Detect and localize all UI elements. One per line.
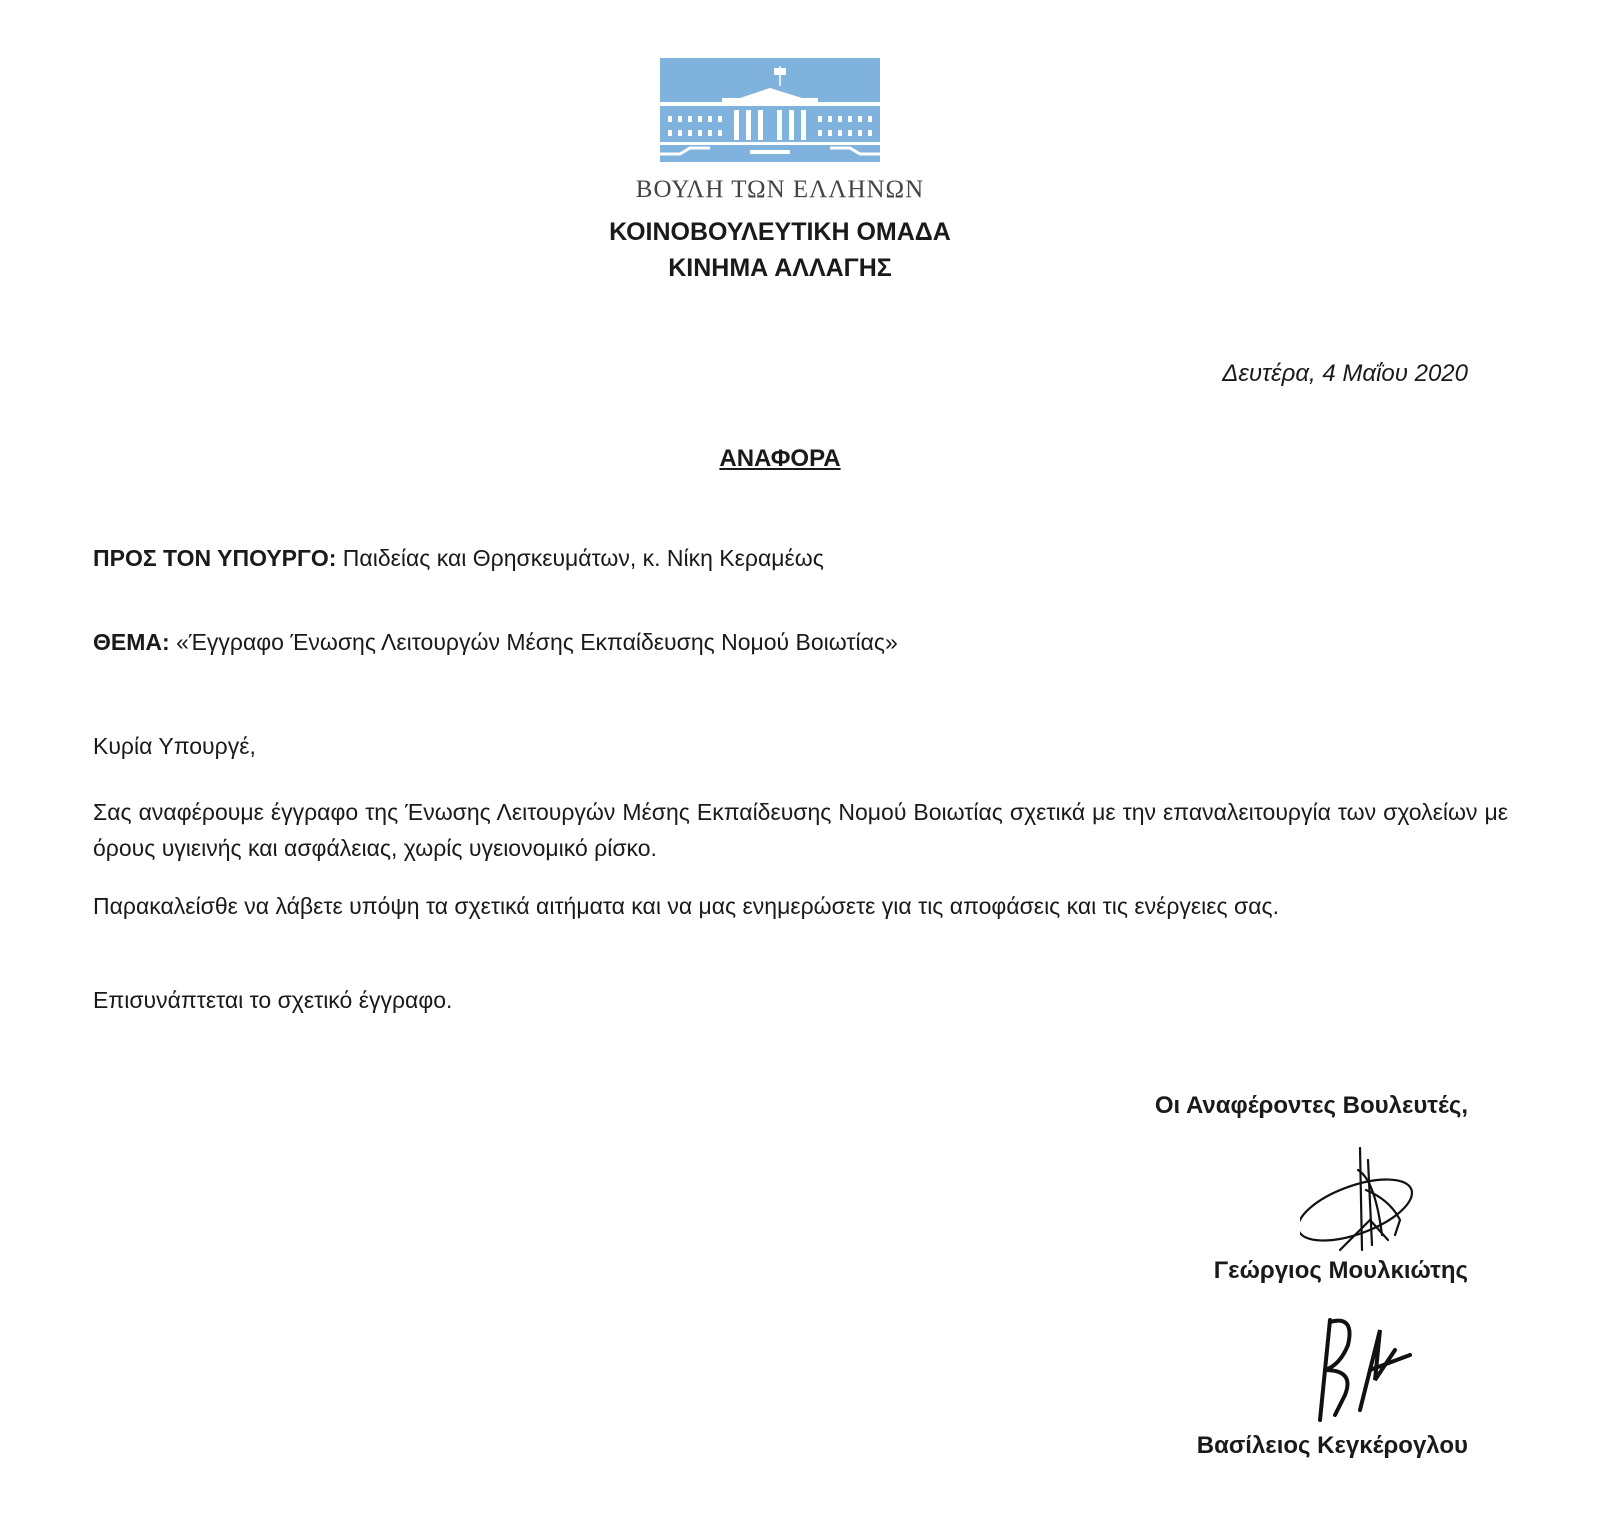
signature-1 (1300, 1140, 1450, 1270)
parliament-logo (660, 58, 900, 168)
subject-label: ΘΕΜΑ: (93, 629, 170, 655)
handwritten-signature-icon (1300, 1310, 1440, 1430)
document-date: Δευτέρα, 4 Μαΐου 2020 (1222, 360, 1468, 387)
signature-2 (1300, 1310, 1440, 1430)
subject-line (93, 629, 898, 656)
signer-name-2: Βασίλειος Κεγκέρογλου (1196, 1432, 1468, 1459)
party-name: ΚΙΝΗΜΑ ΑΛΛΑΓΗΣ (668, 254, 892, 282)
recipient-label: ΠΡΟΣ ΤΟΝ ΥΠΟΥΡΓΟ: (93, 545, 337, 571)
subject-value: «Έγγραφο Ένωσης Λειτουργών Μέσης Εκπαίδευσης Νομού Βοιωτίας» (176, 629, 898, 655)
body-paragraph-3: Επισυνάπτεται το σχετικό έγγραφο. (93, 987, 453, 1013)
parliament-building-icon (660, 58, 900, 168)
closing-line: Οι Αναφέροντες Βουλευτές, (1154, 1092, 1468, 1119)
greeting: Κυρία Υπουργέ, (93, 733, 256, 759)
logo-background (660, 58, 880, 162)
body-paragraph-1: Σας αναφέρουμε έγγραφο της Ένωσης Λειτουργών Μέσης Εκπαίδευσης Νομού Βοιωτίας σχετικά με την επαναλειτουργία των σχολείων με όρους υγιεινής και ασφάλειας, χωρίς υγειονομικό ρίσκο. (93, 799, 1508, 861)
heading-text: ΑΝΑΦΟΡΑ (719, 445, 841, 472)
document-heading (400, 445, 1160, 473)
parliamentary-group-title: ΚΟΙΝΟΒΟΥΛΕΥΤΙΚΗ ΟΜΑΔΑ (609, 218, 951, 246)
recipient-line (93, 545, 824, 572)
handwritten-signature-icon (1300, 1140, 1450, 1270)
signer-name-1: Γεώργιος Μουλκιώτης (1213, 1257, 1468, 1284)
body-paragraph-2: Παρακαλείσθε να λάβετε υπόψη τα σχετικά αιτήματα και να μας ενημερώσετε για τις αποφάσεις και τις ενέργειες σας. (93, 893, 1279, 919)
logo-caption: ΒΟΥΛΗ ΤΩΝ ΕΛΛΗΝΩΝ (635, 176, 925, 203)
recipient-value: Παιδείας και Θρησκευμάτων, κ. Νίκη Κεραμέως (342, 545, 824, 571)
